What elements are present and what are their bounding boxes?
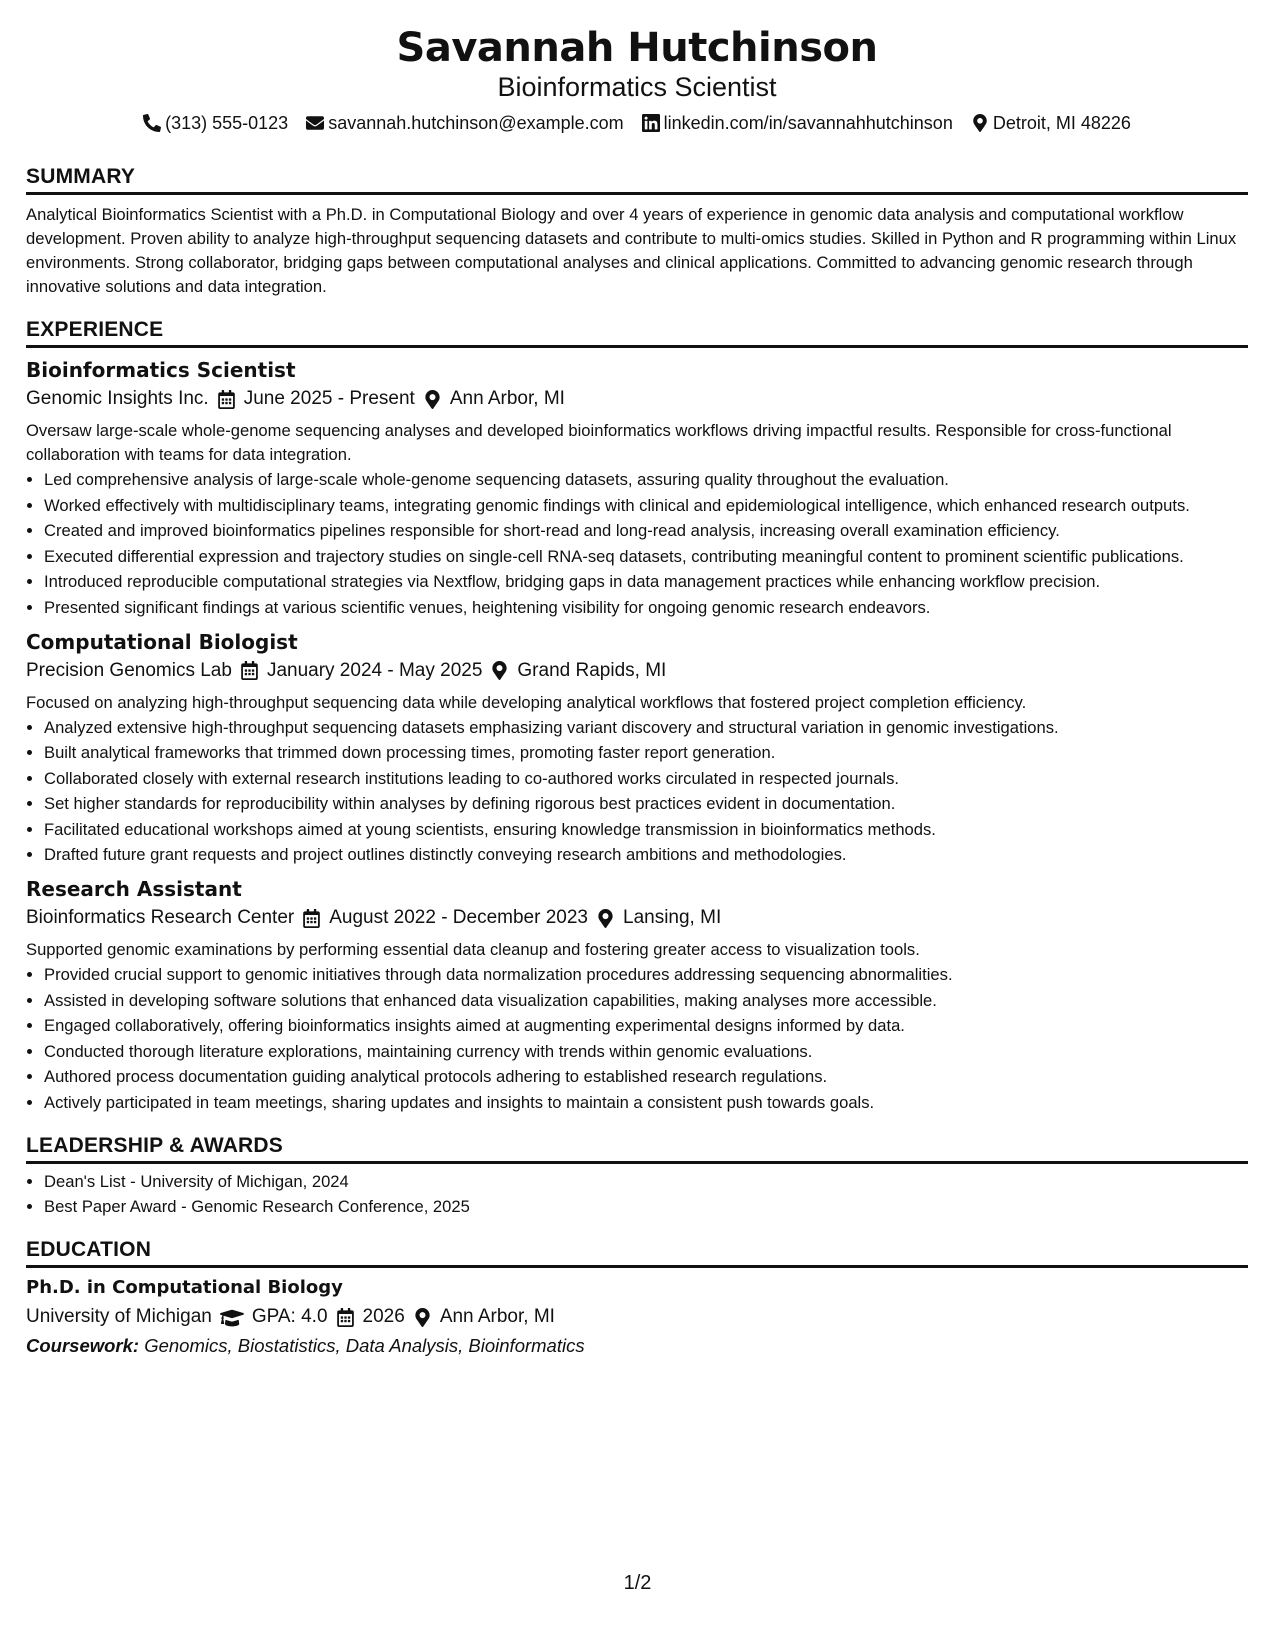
graduation-cap-icon bbox=[220, 1308, 244, 1327]
gpa-text: GPA: 4.0 bbox=[251, 1306, 328, 1327]
education-heading: EDUCATION bbox=[26, 1237, 1248, 1268]
education-meta bbox=[26, 1302, 1248, 1332]
job-title: Computational Biologist bbox=[26, 629, 298, 654]
job-location: Ann Arbor, MI bbox=[449, 388, 565, 409]
education-section bbox=[26, 1237, 1248, 1360]
job-dates: June 2025 - Present bbox=[243, 388, 415, 409]
map-pin-icon bbox=[971, 114, 989, 132]
map-pin-icon bbox=[413, 1308, 432, 1327]
job-entry bbox=[26, 356, 1248, 620]
calendar-icon bbox=[302, 909, 321, 928]
awards-heading: LEADERSHIP & AWARDS bbox=[26, 1133, 1248, 1164]
linkedin-link[interactable]: linkedin.com/in/savannahhutchinson bbox=[663, 113, 953, 133]
list-item: • Dean's List - University of Michigan, 2024 bbox=[44, 1170, 1248, 1194]
email-link[interactable]: savannah.hutchinson@example.com bbox=[328, 113, 624, 133]
calendar-icon bbox=[217, 390, 236, 409]
awards-section bbox=[26, 1133, 1248, 1220]
awards-list bbox=[26, 1170, 1248, 1220]
calendar-icon bbox=[240, 661, 259, 680]
coursework-line bbox=[26, 1332, 1248, 1360]
degree-title: Ph.D. in Computational Biology bbox=[26, 1277, 343, 1298]
job-dates: August 2022 - December 2023 bbox=[329, 907, 588, 928]
job-location: Grand Rapids, MI bbox=[517, 659, 667, 681]
phone-icon bbox=[143, 114, 161, 132]
list-item: • Led comprehensive analysis of large-scale whole-genome sequencing datasets, assuring quality throughout the evaluation. bbox=[44, 468, 1248, 492]
list-item: • Actively participated in team meetings, sharing updates and insights to maintain a consistent push towards goals. bbox=[44, 1091, 1248, 1115]
job-meta bbox=[26, 384, 1248, 414]
graduation-year: 2026 bbox=[362, 1306, 405, 1327]
school-name: University of Michigan bbox=[26, 1306, 212, 1327]
list-item: • Provided crucial support to genomic initiatives through data normalization procedures addressing sequencing abnormalities. bbox=[44, 963, 1248, 987]
job-bullets bbox=[26, 716, 1248, 868]
map-pin-icon bbox=[490, 661, 509, 680]
job-location: Lansing, MI bbox=[623, 907, 722, 928]
list-item: • Authored process documentation guiding analytical protocols adhering to established research regulations. bbox=[44, 1065, 1248, 1089]
job-company: Genomic Insights Inc. bbox=[26, 388, 209, 409]
job-description: Oversaw large-scale whole-genome sequencing analyses and developed bioinformatics workflows driving impactful results. Responsible for cross-functional collaboration with teams for data integration. bbox=[26, 421, 1172, 464]
job-company: Bioinformatics Research Center bbox=[26, 907, 295, 928]
list-item: • Assisted in developing software solutions that enhanced data visualization capabilities, making analyses more accessible. bbox=[44, 989, 1248, 1013]
list-item: • Introduced reproducible computational strategies via Nextflow, bridging gaps in data management practices while enhancing workflow precision. bbox=[44, 570, 1248, 594]
job-meta bbox=[26, 903, 1248, 933]
list-item: • Conducted thorough literature explorations, maintaining currency with trends within genomic evaluations. bbox=[44, 1040, 1248, 1064]
list-item: • Set higher standards for reproducibility within analyses by defining rigorous best practices evident in documentation. bbox=[44, 792, 1248, 816]
list-item: • Engaged collaboratively, offering bioinformatics insights aimed at augmenting experimental designs informed by data. bbox=[44, 1014, 1248, 1038]
job-bullets bbox=[26, 468, 1248, 620]
job-dates: January 2024 - May 2025 bbox=[266, 659, 483, 681]
job-entry bbox=[26, 628, 1248, 868]
coursework-list: Genomics, Biostatistics, Data Analysis, Bioinformatics bbox=[144, 1335, 585, 1356]
list-item: • Executed differential expression and trajectory studies on single-cell RNA-seq datasets, contributing meaningful content to prominent scientific publications. bbox=[44, 545, 1248, 569]
map-pin-icon bbox=[423, 390, 442, 409]
list-item: • Collaborated closely with external research institutions leading to co-authored works circulated in respected journals. bbox=[44, 767, 1248, 791]
list-item: • Facilitated educational workshops aimed at young scientists, ensuring knowledge transmission in bioinformatics methods. bbox=[44, 818, 1248, 842]
candidate-headline: Bioinformatics Scientist bbox=[497, 72, 777, 102]
contact-location bbox=[971, 112, 1131, 134]
job-description: Focused on analyzing high-throughput sequencing data while developing analytical workflows that fostered project completion efficiency. bbox=[26, 692, 1027, 712]
summary-section bbox=[26, 164, 1248, 299]
list-item: • Analyzed extensive high-throughput sequencing datasets emphasizing variant discovery and structural variation in genomic investigations. bbox=[44, 716, 1248, 740]
resume-page bbox=[26, 20, 1248, 1360]
linkedin-icon bbox=[642, 114, 660, 132]
job-description: Supported genomic examinations by performing essential data cleanup and fostering greater access to visualization tools. bbox=[26, 940, 920, 959]
map-pin-icon bbox=[596, 909, 615, 928]
contact-phone bbox=[143, 112, 288, 134]
summary-text: Analytical Bioinformatics Scientist with a Ph.D. in Computational Biology and over 4 years of experience in genomic data analysis and computational workflow development. Proven ability to analyze high-throughput sequencing datasets and contribute to multi-omics studies. Skilled in Python and R programming within Linux environments. Strong collaborator, bridging gaps between computational analyses and clinical applications. Committed to advancing genomic research through innovative solutions and data integration. bbox=[26, 205, 1237, 296]
phone-text[interactable]: (313) 555-0123 bbox=[165, 113, 289, 133]
envelope-icon bbox=[306, 114, 324, 132]
page-number: 1/2 bbox=[623, 1572, 652, 1594]
job-bullets bbox=[26, 963, 1248, 1115]
contact-email bbox=[306, 112, 623, 134]
contact-linkedin bbox=[642, 112, 953, 134]
job-title: Research Assistant bbox=[26, 877, 242, 901]
experience-heading: EXPERIENCE bbox=[26, 317, 1248, 348]
calendar-icon bbox=[336, 1308, 355, 1327]
job-title: Bioinformatics Scientist bbox=[26, 358, 296, 382]
list-item: • Best Paper Award - Genomic Research Conference, 2025 bbox=[44, 1195, 1248, 1219]
experience-section bbox=[26, 317, 1248, 1115]
list-item: • Drafted future grant requests and project outlines distinctly conveying research ambitions and methodologies. bbox=[44, 843, 1248, 867]
education-location: Ann Arbor, MI bbox=[439, 1306, 555, 1327]
candidate-name: Savannah Hutchinson bbox=[396, 25, 878, 71]
list-item: • Created and improved bioinformatics pipelines responsible for short-read and long-read analysis, increasing overall examination efficiency. bbox=[44, 519, 1248, 543]
job-company: Precision Genomics Lab bbox=[26, 659, 232, 681]
coursework-label: Coursework: bbox=[26, 1335, 140, 1356]
list-item: • Presented significant findings at various scientific venues, heightening visibility for ongoing genomic research endeavors. bbox=[44, 596, 1248, 620]
contact-bar bbox=[26, 112, 1248, 134]
location-text: Detroit, MI 48226 bbox=[992, 113, 1131, 133]
summary-heading: SUMMARY bbox=[26, 164, 1248, 195]
list-item: • Worked effectively with multidisciplinary teams, integrating genomic findings with clinical and epidemiological intelligence, which enhanced research outputs. bbox=[44, 494, 1248, 518]
job-entry bbox=[26, 875, 1248, 1115]
list-item: • Built analytical frameworks that trimmed down processing times, promoting faster report generation. bbox=[44, 741, 1248, 765]
job-meta bbox=[26, 656, 1248, 686]
